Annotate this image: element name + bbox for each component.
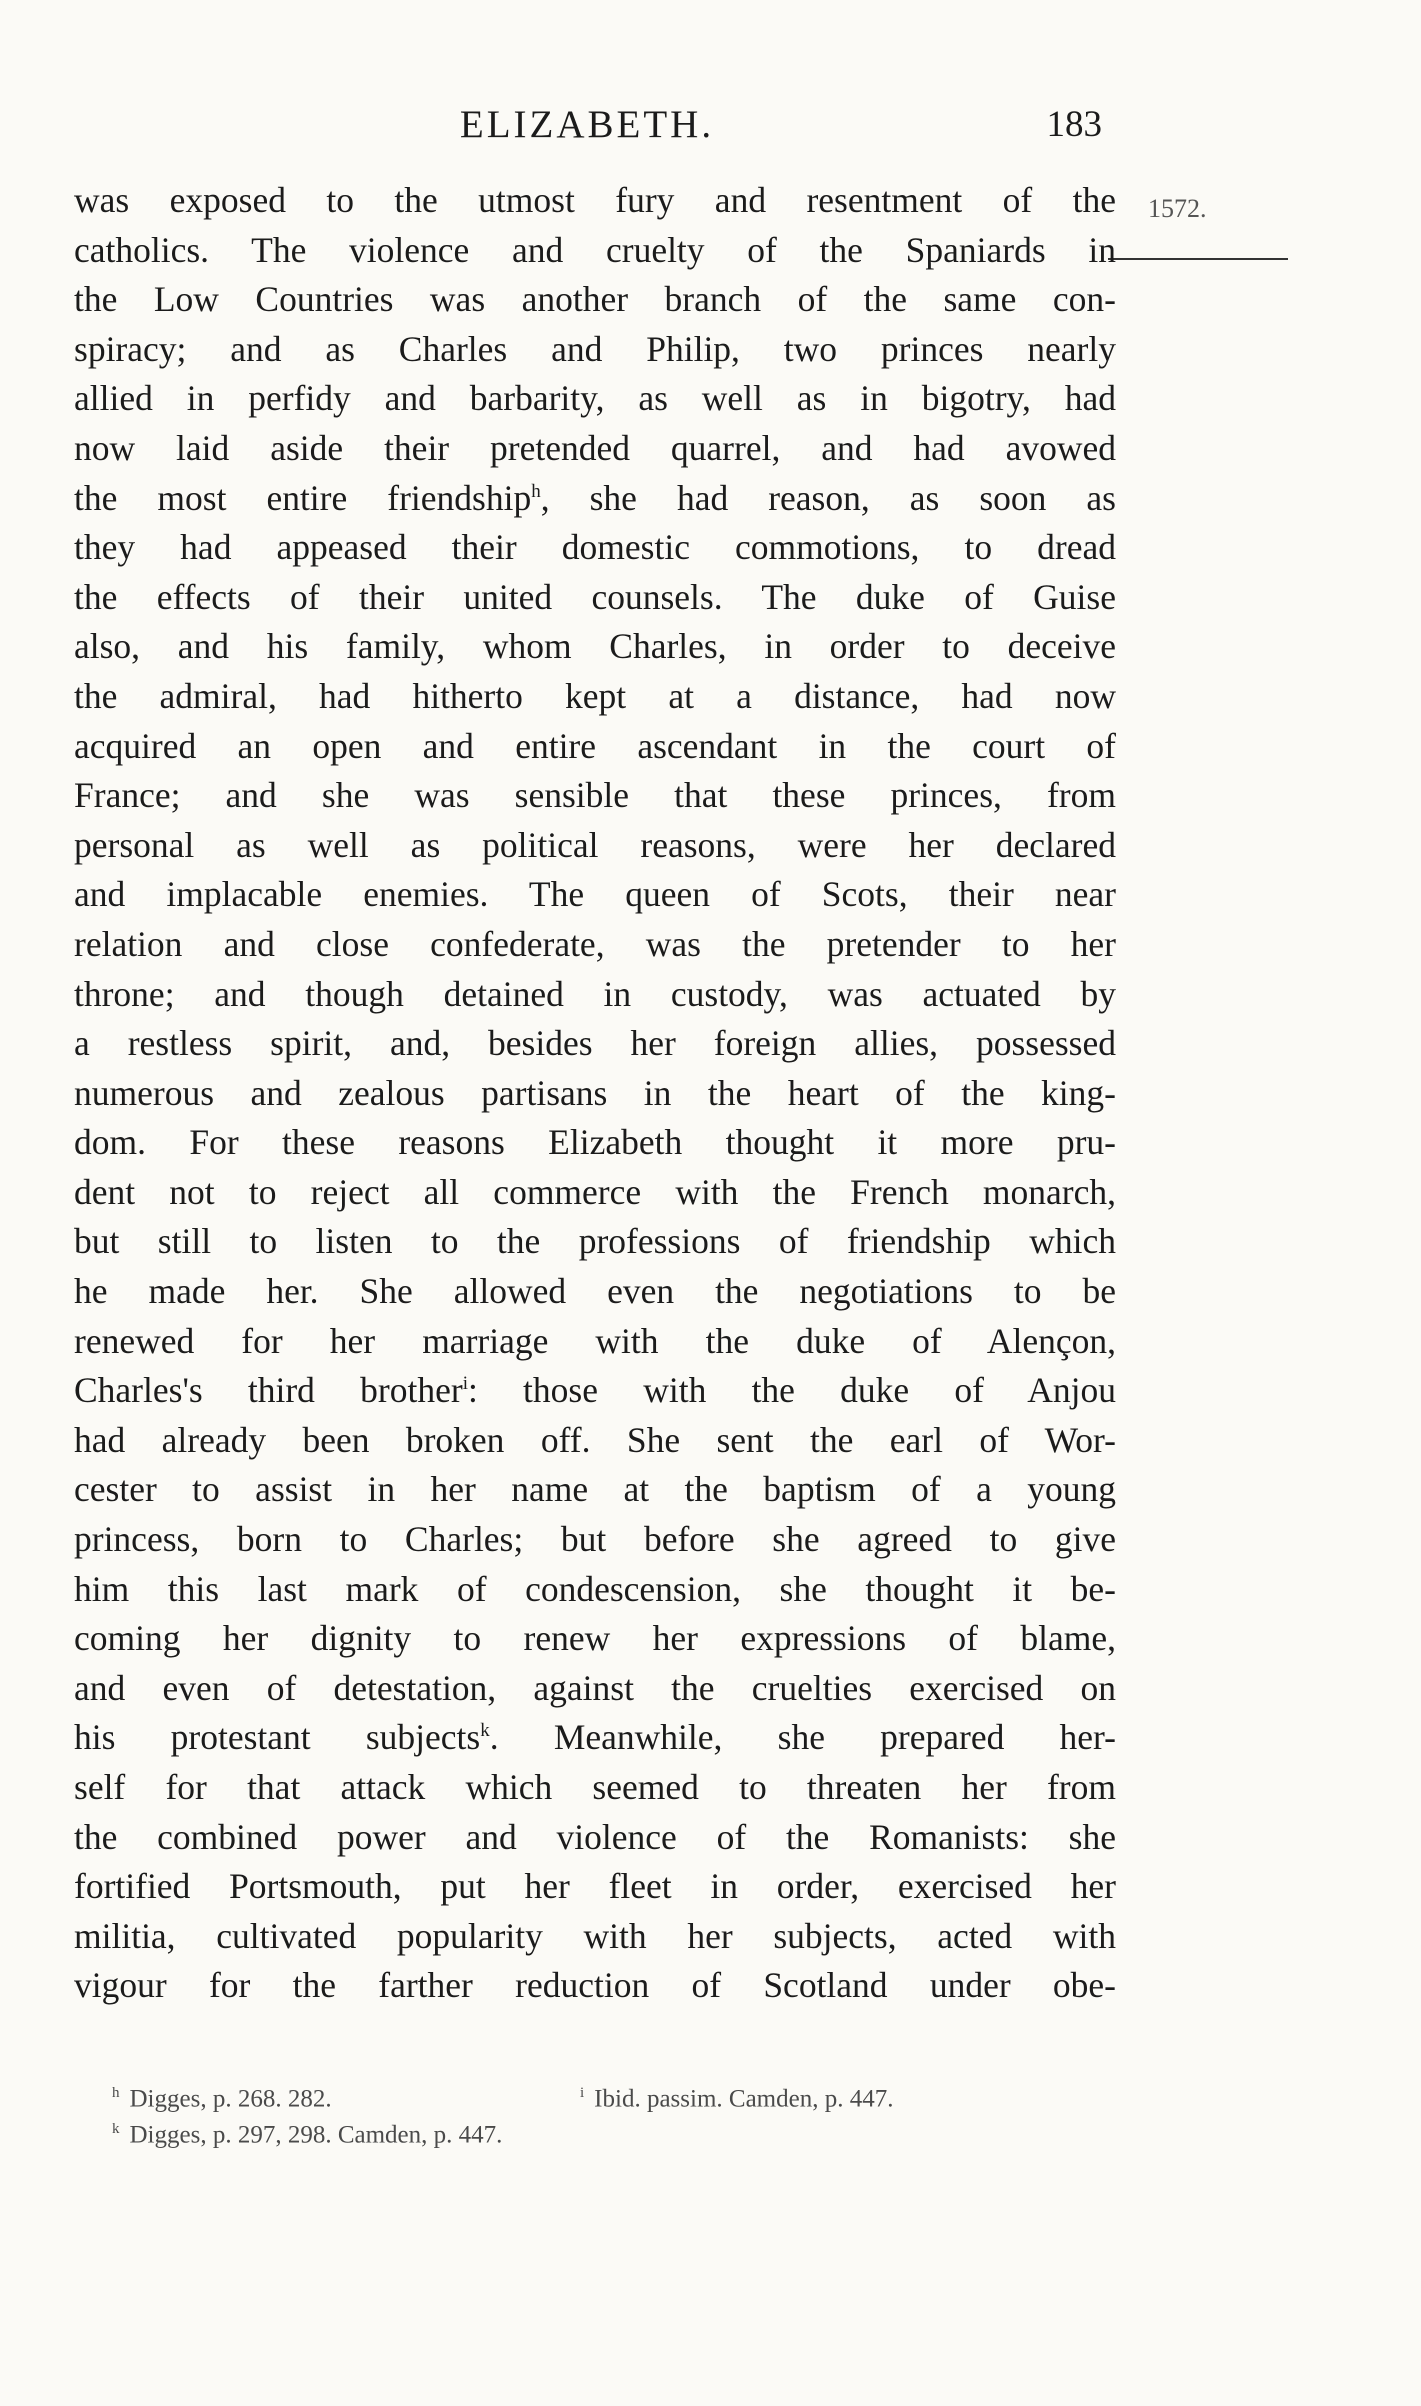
running-head [72,100,1102,150]
text-line: throne; and though detained in custody, was actuated by [74,973,1116,1014]
text-line: him this last mark of condescension, she thought it be- [74,1568,1116,1609]
text-line: catholics. The violence and cruelty of the Spaniards in [74,229,1116,270]
running-title: ELIZABETH. [459,103,715,146]
text-line: dent not to reject all commerce with the French monarch, [74,1171,1116,1212]
text-line: his protestant subjects$^k$. Meanwhile, she prepared her- [74,1717,1116,1758]
text-line: numerous and zealous partisans in the heart of the king- [74,1072,1116,1113]
footnote-i: $^i$ Ibid. passim. Camden, p. 447. [580,2085,894,2113]
footnotes [112,2076,1092,2148]
text-line: renewed for her marriage with the duke of Alençon, [74,1320,1116,1361]
text-line: France; and she was sensible that these princes, from [74,775,1116,816]
text-line: also, and his family, whom Charles, in order to deceive [74,626,1116,667]
margin-year-note: 1572. [1148,194,1207,223]
text-line: had already been broken off. She sent the earl of Wor- [74,1419,1116,1460]
text-line: fortified Portsmouth, put her fleet in order, exercised her [74,1866,1116,1907]
text-line: coming her dignity to renew her expressions of blame, [74,1618,1116,1659]
text-line: and even of detestation, against the cruelties exercised on [74,1667,1116,1708]
text-line: the Low Countries was another branch of the same con- [74,279,1116,320]
margin-rule [1108,258,1288,260]
text-line: a restless spirit, and, besides her foreign allies, possessed [74,1023,1116,1064]
text-line: spiracy; and as Charles and Philip, two princes nearly [74,328,1116,369]
text-line: the effects of their united counsels. The duke of Guise [74,576,1116,617]
footnote-mark-k: k [480,1720,490,1742]
text-line: personal as well as political reasons, were her declared [74,824,1116,865]
text-line: and implacable enemies. The queen of Scots, their near [74,874,1116,915]
footnote-mark-i: i [462,1373,468,1395]
text-line: the combined power and violence of the Romanists: she [74,1816,1116,1857]
body-text [74,176,1116,2011]
page-number: 183 [1046,104,1102,145]
footnote-row [112,2112,1092,2148]
text-line: now laid aside their pretended quarrel, and had avowed [74,427,1116,468]
text-line: the admiral, had hitherto kept at a distance, had now [74,675,1116,716]
text-line: militia, cultivated popularity with her subjects, acted with [74,1915,1116,1956]
text-line: relation and close confederate, was the pretender to her [74,923,1116,964]
footnote-row [112,2076,1092,2112]
text-line: was exposed to the utmost fury and resentment of the [74,180,1116,220]
text-line: princess, born to Charles; but before she agreed to give [74,1519,1116,1560]
text-line: they had appeased their domestic commotions, to dread [74,527,1116,568]
footnote-k: $^k$ Digges, p. 297, 298. Camden, p. 447. [112,2121,503,2149]
text-line: allied in perfidy and barbarity, as well as in bigotry, had [74,378,1116,419]
footnote-h: $^h$ Digges, p. 268. 282. [112,2085,332,2113]
text-line: acquired an open and entire ascendant in the court of [74,725,1116,766]
footnote-mark-h: h [531,480,541,502]
text-line: vigour for the farther reduction of Scotland under obe- [74,1965,1116,2006]
text-line: the most entire friendship$^h$, she had reason, as soon as [74,477,1116,518]
text-line: dom. For these reasons Elizabeth thought it more pru- [74,1122,1116,1163]
text-line: he made her. She allowed even the negotiations to be [74,1271,1116,1312]
text-line: but still to listen to the professions of friendship which [74,1221,1116,1262]
text-line: cester to assist in her name at the baptism of a young [74,1469,1116,1510]
text-line: self for that attack which seemed to threaten her from [74,1767,1116,1807]
text-line: Charles's third brother$^i$: those with the duke of Anjou [74,1370,1116,1411]
